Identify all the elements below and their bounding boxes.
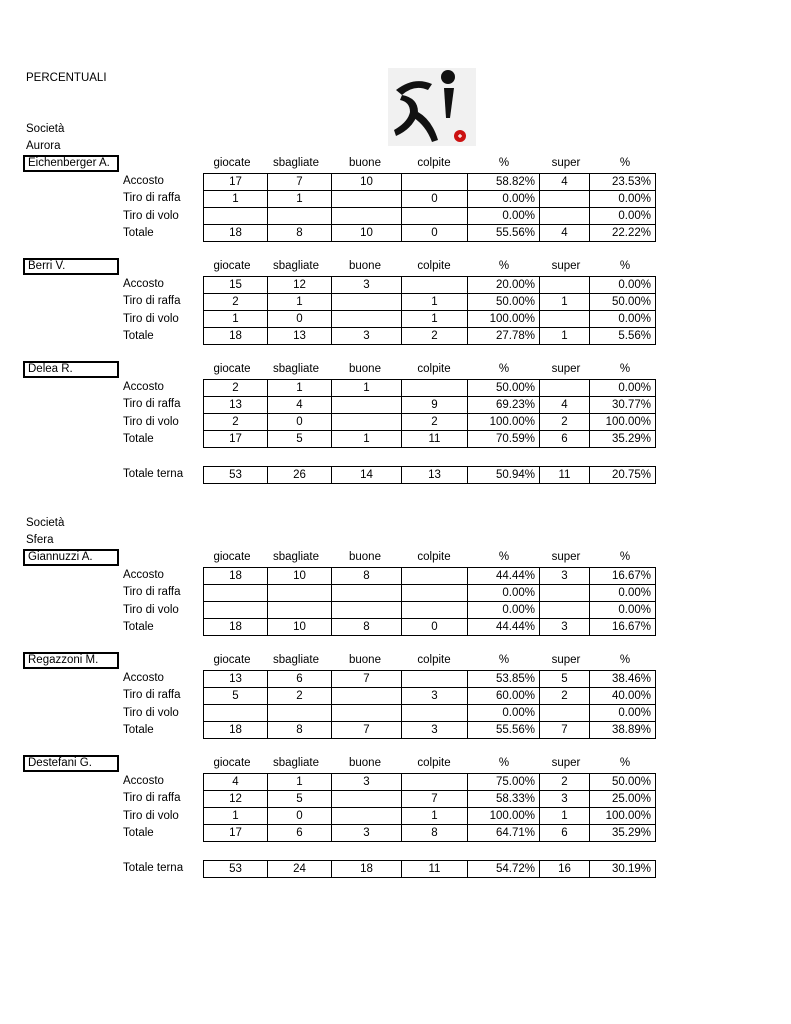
stats-table <box>203 860 656 878</box>
stat-cell: 50.00% <box>468 380 540 397</box>
stat-cell: 18 <box>204 722 268 739</box>
total-row <box>204 467 656 484</box>
stat-cell <box>332 808 402 825</box>
column-header: % <box>619 157 631 169</box>
row-label: Tiro di raffa <box>123 398 181 411</box>
stat-cell: 17 <box>204 174 268 191</box>
stat-cell <box>540 311 590 328</box>
table-row <box>204 568 656 585</box>
stat-cell: 11 <box>540 467 590 484</box>
stat-cell: 16 <box>540 861 590 878</box>
stat-cell: 9 <box>402 397 468 414</box>
stat-cell: 3 <box>402 722 468 739</box>
stat-cell: 35.29% <box>590 825 656 842</box>
column-header: super <box>551 654 581 666</box>
row-label: Totale <box>123 826 154 839</box>
column-header: % <box>619 551 631 563</box>
stat-cell: 12 <box>204 791 268 808</box>
stat-cell: 15 <box>204 277 268 294</box>
column-header: sbagliate <box>272 260 320 272</box>
row-label: Totale <box>123 620 154 633</box>
column-header: colpite <box>417 757 451 769</box>
table-row <box>204 619 656 636</box>
stat-cell: 17 <box>204 431 268 448</box>
stat-cell <box>332 311 402 328</box>
row-label: Totale <box>123 226 154 239</box>
stat-cell: 0.00% <box>590 208 656 225</box>
stat-cell: 0 <box>402 191 468 208</box>
stat-cell: 26 <box>268 467 332 484</box>
stat-cell <box>402 602 468 619</box>
stat-cell: 1 <box>204 808 268 825</box>
table-row <box>204 688 656 705</box>
stat-cell: 4 <box>540 174 590 191</box>
stat-cell <box>332 191 402 208</box>
table-row <box>204 294 656 311</box>
stat-cell <box>402 208 468 225</box>
stat-cell: 18 <box>204 328 268 345</box>
stat-cell: 18 <box>332 861 402 878</box>
column-header: % <box>619 363 631 375</box>
stat-cell: 5 <box>268 791 332 808</box>
stat-cell <box>540 277 590 294</box>
stats-table <box>203 466 656 484</box>
stats-table <box>203 670 656 739</box>
stat-cell <box>332 791 402 808</box>
stat-cell: 0.00% <box>468 585 540 602</box>
column-header: % <box>498 551 510 563</box>
stat-cell <box>268 208 332 225</box>
society-name: Sfera <box>26 534 54 546</box>
stat-cell <box>204 602 268 619</box>
row-label: Accosto <box>123 569 164 581</box>
bocce-logo-icon <box>388 68 476 146</box>
stat-cell: 2 <box>268 688 332 705</box>
stat-cell: 64.71% <box>468 825 540 842</box>
stat-cell: 8 <box>332 568 402 585</box>
stat-cell <box>540 208 590 225</box>
stat-cell: 4 <box>204 774 268 791</box>
stat-cell: 1 <box>402 311 468 328</box>
stat-cell: 2 <box>204 294 268 311</box>
stat-cell: 50.00% <box>468 294 540 311</box>
stat-cell <box>268 602 332 619</box>
table-row <box>204 380 656 397</box>
player-name-box: Regazzoni M. <box>23 652 119 669</box>
stat-cell: 1 <box>332 431 402 448</box>
stat-cell: 30.77% <box>590 397 656 414</box>
stat-cell: 35.29% <box>590 431 656 448</box>
stat-cell: 3 <box>402 688 468 705</box>
stat-cell: 2 <box>540 774 590 791</box>
society-name: Aurora <box>26 140 61 152</box>
stat-cell: 13 <box>204 397 268 414</box>
stat-cell <box>402 380 468 397</box>
player-name-box: Delea R. <box>23 361 119 378</box>
row-label: Tiro di volo <box>123 809 179 822</box>
stat-cell <box>540 380 590 397</box>
stat-cell <box>204 208 268 225</box>
stat-cell: 6 <box>540 825 590 842</box>
stat-cell: 2 <box>540 688 590 705</box>
row-label: Accosto <box>123 278 164 290</box>
column-header: buone <box>349 260 381 272</box>
stat-cell: 2 <box>540 414 590 431</box>
stat-cell <box>402 277 468 294</box>
column-header: % <box>498 260 510 272</box>
stat-cell: 100.00% <box>468 414 540 431</box>
stat-cell: 2 <box>402 328 468 345</box>
stat-cell: 11 <box>402 431 468 448</box>
stat-cell: 1 <box>204 191 268 208</box>
society-label: Società <box>26 517 65 529</box>
column-header: sbagliate <box>272 363 320 375</box>
stat-cell: 5.56% <box>590 328 656 345</box>
column-header: colpite <box>417 654 451 666</box>
stat-cell: 38.89% <box>590 722 656 739</box>
stat-cell: 18 <box>204 619 268 636</box>
stat-cell: 1 <box>204 311 268 328</box>
stat-cell: 75.00% <box>468 774 540 791</box>
stat-cell: 1 <box>540 328 590 345</box>
column-header: buone <box>349 654 381 666</box>
stats-table <box>203 276 656 345</box>
row-label: Tiro di volo <box>123 312 179 325</box>
stat-cell: 60.00% <box>468 688 540 705</box>
stat-cell: 8 <box>268 722 332 739</box>
stat-cell: 53 <box>204 861 268 878</box>
stat-cell: 1 <box>268 191 332 208</box>
stat-cell: 55.56% <box>468 722 540 739</box>
row-label: Tiro di raffa <box>123 192 181 205</box>
stat-cell <box>402 585 468 602</box>
stat-cell: 54.72% <box>468 861 540 878</box>
stat-cell: 0.00% <box>468 191 540 208</box>
stat-cell: 3 <box>540 568 590 585</box>
stat-cell: 2 <box>204 380 268 397</box>
stat-cell <box>540 602 590 619</box>
stat-cell <box>268 705 332 722</box>
stat-cell: 4 <box>540 397 590 414</box>
table-row <box>204 191 656 208</box>
stat-cell: 1 <box>540 808 590 825</box>
row-label: Accosto <box>123 175 164 187</box>
table-row <box>204 825 656 842</box>
stat-cell: 10 <box>268 568 332 585</box>
stat-cell: 100.00% <box>590 414 656 431</box>
table-row <box>204 791 656 808</box>
stat-cell <box>540 191 590 208</box>
column-header: buone <box>349 363 381 375</box>
stat-cell: 50.94% <box>468 467 540 484</box>
stat-cell <box>332 414 402 431</box>
stat-cell: 44.44% <box>468 619 540 636</box>
stat-cell: 3 <box>540 791 590 808</box>
stat-cell: 5 <box>268 431 332 448</box>
stat-cell: 58.82% <box>468 174 540 191</box>
table-row <box>204 602 656 619</box>
column-header: % <box>619 654 631 666</box>
stat-cell: 7 <box>332 671 402 688</box>
stat-cell: 6 <box>540 431 590 448</box>
row-label: Tiro di volo <box>123 706 179 719</box>
total-row <box>204 861 656 878</box>
column-header: buone <box>349 157 381 169</box>
stat-cell: 2 <box>402 414 468 431</box>
stat-cell: 40.00% <box>590 688 656 705</box>
stat-cell: 0 <box>402 619 468 636</box>
stat-cell: 0.00% <box>590 191 656 208</box>
stat-cell: 50.00% <box>590 294 656 311</box>
column-header: sbagliate <box>272 654 320 666</box>
stat-cell <box>402 671 468 688</box>
stat-cell: 6 <box>268 825 332 842</box>
stat-cell: 58.33% <box>468 791 540 808</box>
column-header: colpite <box>417 260 451 272</box>
stat-cell <box>402 705 468 722</box>
stat-cell <box>540 585 590 602</box>
stat-cell: 3 <box>332 328 402 345</box>
row-label: Tiro di raffa <box>123 295 181 308</box>
stat-cell: 0 <box>268 808 332 825</box>
stats-table <box>203 567 656 636</box>
column-header: giocate <box>213 157 251 169</box>
stat-cell <box>402 174 468 191</box>
stats-table <box>203 773 656 842</box>
stat-cell <box>332 602 402 619</box>
stat-cell: 69.23% <box>468 397 540 414</box>
player-name-box: Eichenberger A. <box>23 155 119 172</box>
column-header: super <box>551 157 581 169</box>
stat-cell: 13 <box>204 671 268 688</box>
stat-cell: 3 <box>332 277 402 294</box>
stat-cell: 3 <box>540 619 590 636</box>
stat-cell: 1 <box>332 380 402 397</box>
column-header: % <box>498 157 510 169</box>
stat-cell: 38.46% <box>590 671 656 688</box>
stat-cell: 7 <box>332 722 402 739</box>
stat-cell: 2 <box>204 414 268 431</box>
column-header: sbagliate <box>272 757 320 769</box>
player-name-box: Berri V. <box>23 258 119 275</box>
table-row <box>204 311 656 328</box>
row-label: Accosto <box>123 381 164 393</box>
column-header: super <box>551 260 581 272</box>
column-header: giocate <box>213 363 251 375</box>
row-label: Accosto <box>123 672 164 684</box>
column-header: colpite <box>417 157 451 169</box>
column-header: colpite <box>417 551 451 563</box>
column-header: giocate <box>213 551 251 563</box>
stat-cell: 4 <box>268 397 332 414</box>
column-header: giocate <box>213 260 251 272</box>
column-header: colpite <box>417 363 451 375</box>
stat-cell <box>402 774 468 791</box>
stat-cell: 0 <box>268 414 332 431</box>
row-label: Tiro di raffa <box>123 689 181 702</box>
row-label: Tiro di volo <box>123 209 179 222</box>
row-label: Accosto <box>123 775 164 787</box>
table-row <box>204 397 656 414</box>
player-name-box: Giannuzzi A. <box>23 549 119 566</box>
stat-cell: 0.00% <box>468 705 540 722</box>
table-row <box>204 774 656 791</box>
stat-cell: 14 <box>332 467 402 484</box>
stat-cell: 1 <box>402 808 468 825</box>
row-label: Totale <box>123 432 154 445</box>
stat-cell: 16.67% <box>590 568 656 585</box>
stat-cell: 0.00% <box>590 277 656 294</box>
row-label: Tiro di raffa <box>123 586 181 599</box>
stat-cell: 1 <box>268 380 332 397</box>
column-header: buone <box>349 551 381 563</box>
stat-cell: 0.00% <box>590 311 656 328</box>
stat-cell: 8 <box>332 619 402 636</box>
column-header: % <box>498 363 510 375</box>
column-header: super <box>551 757 581 769</box>
stat-cell <box>332 397 402 414</box>
stat-cell: 3 <box>332 774 402 791</box>
stat-cell: 22.22% <box>590 225 656 242</box>
stat-cell: 3 <box>332 825 402 842</box>
stat-cell: 20.75% <box>590 467 656 484</box>
stat-cell: 8 <box>268 225 332 242</box>
column-header: % <box>619 757 631 769</box>
stat-cell: 5 <box>540 671 590 688</box>
stat-cell: 1 <box>540 294 590 311</box>
stat-cell <box>540 705 590 722</box>
stat-cell: 30.19% <box>590 861 656 878</box>
stat-cell: 11 <box>402 861 468 878</box>
table-row <box>204 208 656 225</box>
stat-cell: 7 <box>402 791 468 808</box>
stat-cell: 0.00% <box>590 602 656 619</box>
row-label: Totale <box>123 329 154 342</box>
stat-cell: 7 <box>540 722 590 739</box>
stat-cell: 10 <box>332 225 402 242</box>
stat-cell: 100.00% <box>468 311 540 328</box>
stat-cell: 100.00% <box>468 808 540 825</box>
stat-cell: 0.00% <box>590 705 656 722</box>
stat-cell: 24 <box>268 861 332 878</box>
stat-cell: 20.00% <box>468 277 540 294</box>
column-header: super <box>551 551 581 563</box>
total-terna-label: Totale terna <box>123 468 184 480</box>
column-header: % <box>498 757 510 769</box>
table-row <box>204 808 656 825</box>
stat-cell <box>204 705 268 722</box>
stat-cell: 27.78% <box>468 328 540 345</box>
stat-cell: 70.59% <box>468 431 540 448</box>
page-title: PERCENTUALI <box>26 72 107 84</box>
stat-cell: 18 <box>204 225 268 242</box>
stat-cell: 50.00% <box>590 774 656 791</box>
stat-cell <box>332 705 402 722</box>
row-label: Tiro di volo <box>123 415 179 428</box>
table-row <box>204 328 656 345</box>
stat-cell: 1 <box>402 294 468 311</box>
column-header: % <box>619 260 631 272</box>
stat-cell: 0.00% <box>590 585 656 602</box>
stat-cell: 16.67% <box>590 619 656 636</box>
table-row <box>204 174 656 191</box>
column-header: sbagliate <box>272 551 320 563</box>
table-row <box>204 431 656 448</box>
stat-cell: 44.44% <box>468 568 540 585</box>
table-row <box>204 414 656 431</box>
stat-cell: 0 <box>268 311 332 328</box>
column-header: giocate <box>213 654 251 666</box>
total-terna-label: Totale terna <box>123 862 184 874</box>
stats-table <box>203 173 656 242</box>
column-header: % <box>498 654 510 666</box>
column-header: giocate <box>213 757 251 769</box>
table-row <box>204 277 656 294</box>
stat-cell: 7 <box>268 174 332 191</box>
stat-cell: 55.56% <box>468 225 540 242</box>
stat-cell: 1 <box>268 774 332 791</box>
stat-cell: 18 <box>204 568 268 585</box>
stat-cell: 53.85% <box>468 671 540 688</box>
stat-cell: 1 <box>268 294 332 311</box>
stat-cell <box>332 585 402 602</box>
table-row <box>204 722 656 739</box>
stat-cell: 6 <box>268 671 332 688</box>
stat-cell: 53 <box>204 467 268 484</box>
society-label: Società <box>26 123 65 135</box>
stat-cell: 23.53% <box>590 174 656 191</box>
stats-table <box>203 379 656 448</box>
stat-cell: 13 <box>268 328 332 345</box>
column-header: sbagliate <box>272 157 320 169</box>
row-label: Tiro di raffa <box>123 792 181 805</box>
stat-cell: 0.00% <box>468 602 540 619</box>
stat-cell <box>332 208 402 225</box>
table-row <box>204 225 656 242</box>
stat-cell <box>332 294 402 311</box>
stat-cell: 0.00% <box>468 208 540 225</box>
stat-cell: 100.00% <box>590 808 656 825</box>
row-label: Tiro di volo <box>123 603 179 616</box>
stat-cell <box>332 688 402 705</box>
table-row <box>204 705 656 722</box>
table-row <box>204 585 656 602</box>
stat-cell <box>268 585 332 602</box>
stat-cell <box>204 585 268 602</box>
stat-cell: 12 <box>268 277 332 294</box>
player-name-box: Destefani G. <box>23 755 119 772</box>
column-header: buone <box>349 757 381 769</box>
stat-cell: 10 <box>332 174 402 191</box>
table-row <box>204 671 656 688</box>
row-label: Totale <box>123 723 154 736</box>
column-header: super <box>551 363 581 375</box>
stat-cell: 0 <box>402 225 468 242</box>
stat-cell: 25.00% <box>590 791 656 808</box>
stat-cell <box>402 568 468 585</box>
stat-cell: 0.00% <box>590 380 656 397</box>
stat-cell: 17 <box>204 825 268 842</box>
stat-cell: 10 <box>268 619 332 636</box>
stat-cell: 5 <box>204 688 268 705</box>
stat-cell: 4 <box>540 225 590 242</box>
stat-cell: 13 <box>402 467 468 484</box>
stat-cell: 8 <box>402 825 468 842</box>
